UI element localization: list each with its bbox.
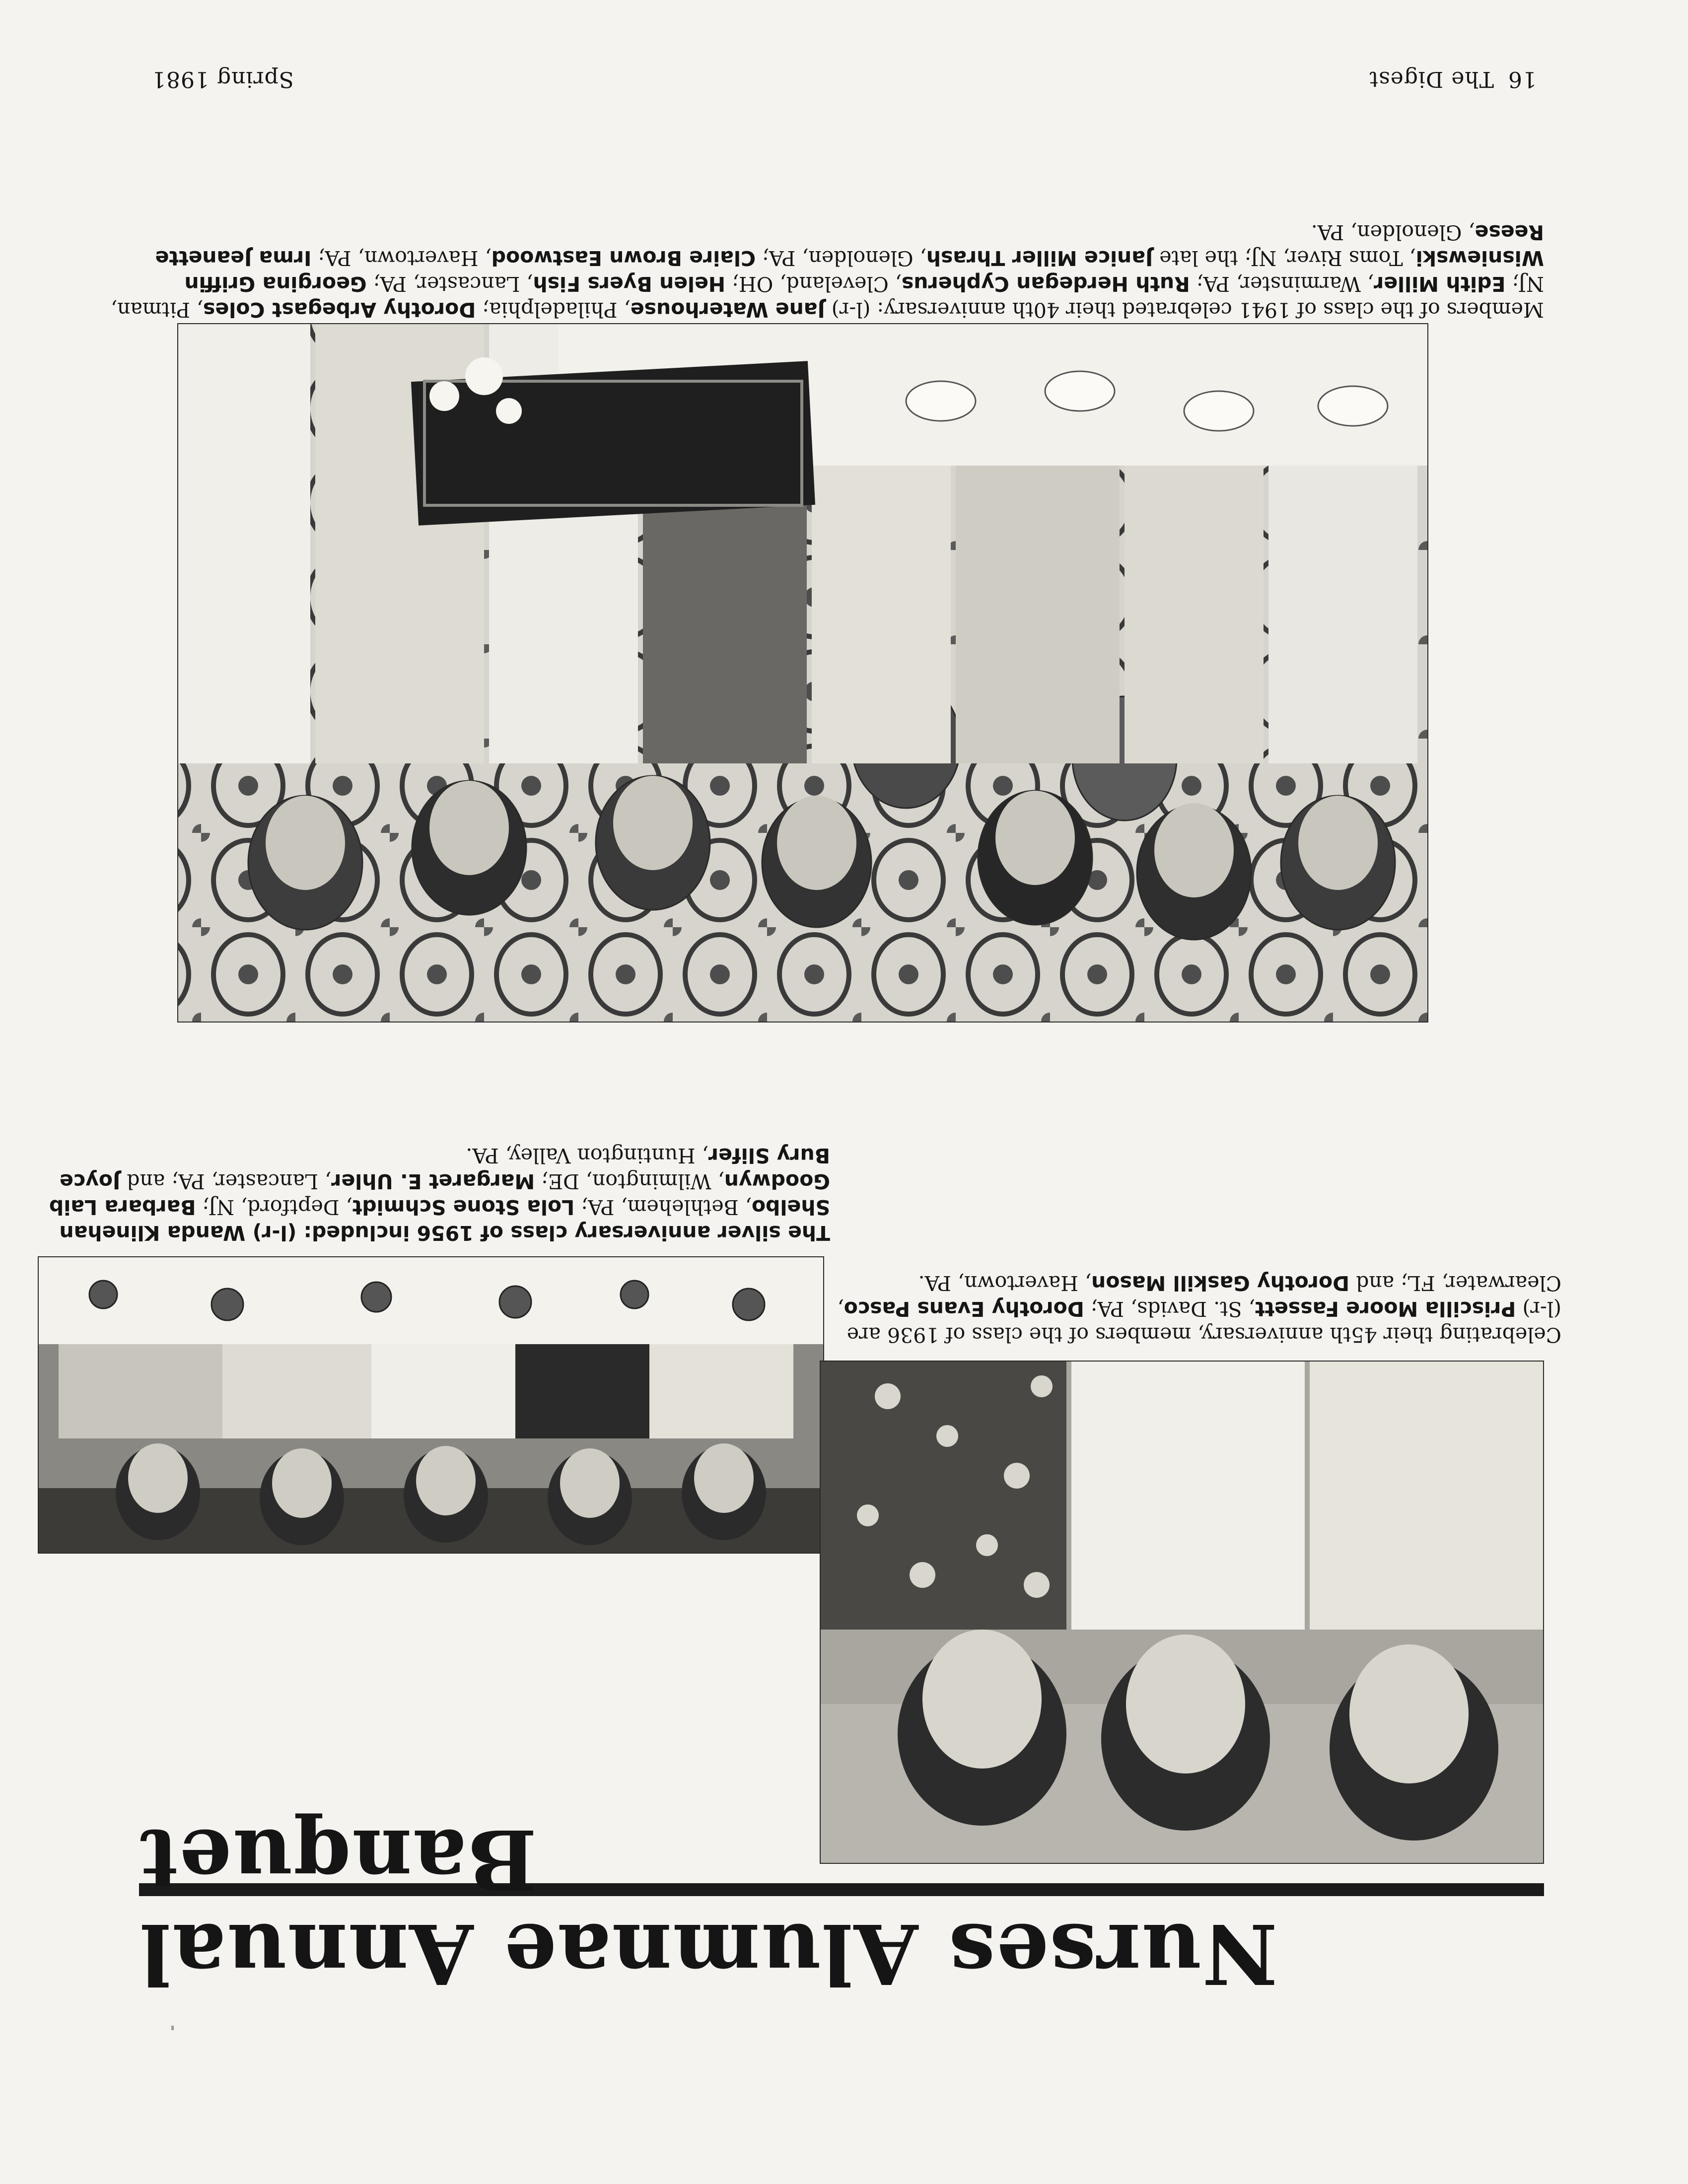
person-place: Cleveland, OH;: [725, 272, 889, 296]
person-name: Ruth Herdegan Cypherus: [901, 272, 1190, 296]
person-name: Wanda Klinehan Shelbo: [59, 1195, 830, 1245]
person-place: Deptford, NJ;: [196, 1195, 340, 1219]
person-name: Georgina Griffin Wisniewski: [184, 246, 1544, 296]
photo-caption-1936: Celebrating their 45th anniversary, members of the class of 1936 are (l-r) Priscilla Moore Fassett, St. Davids, PA; Dorothy Evans Pasco, Clearwater, FL; and Dorothy Gaskill Mason, Havertown, PA.: [837, 1271, 1561, 1347]
issue-date: Spring 1981: [151, 67, 294, 92]
person-place: Clearwater, FL; and: [1349, 1271, 1561, 1295]
scan-speck: [171, 2026, 174, 2030]
person-place: Wilmington, DE;: [535, 1169, 711, 1193]
photo-caption-1956: The silver anniversary class of 1956 included: (l-r) Wanda Klinehan Shelbo, Bethlehem, PA; Lola Stone Schmidt, Deptford, NJ; Barbara Laib Goodwyn, Wilmington, DE; Margaret E. Uhler, Lancaster, PA; and Joyce Bury Slifer, Huntington Valley, PA.: [49, 1144, 830, 1245]
person-name: Janice Miller Thrash: [926, 246, 1153, 270]
person-place: Havertown, PA;: [311, 246, 479, 270]
person-name: Irma Jeanette Reese: [155, 220, 1544, 270]
person-name: Lola Stone Schmidt: [352, 1195, 575, 1219]
banquet-photo-1941-image: [178, 324, 1427, 1022]
person-place: Bethlehem, PA;: [574, 1195, 739, 1219]
person-name: Margaret E. Uhler: [331, 1169, 535, 1193]
page-title: Nurses Alumnae Annual Banquet: [139, 1811, 1278, 2002]
person-name: Joyce Bury Slifer: [59, 1144, 830, 1193]
caption-intro: Members of the class of 1941 celebrated their 40th anniversary: (l-r): [825, 298, 1544, 322]
banquet-photo-1936-image: [821, 1362, 1543, 1863]
person-name: Jane Waterhouse: [630, 298, 825, 322]
person-name: Claire Brown Eastwood: [491, 246, 756, 270]
photo-class-1941: [177, 323, 1428, 1023]
person-place: Havertown, PA.: [918, 1271, 1078, 1295]
banquet-photo-1956-image: [39, 1257, 823, 1553]
person-place: Glenolden, PA;: [756, 246, 914, 270]
publication-name: The Digest: [1369, 67, 1494, 92]
person-place: Toms River, NJ; the late: [1153, 246, 1403, 270]
person-place: Lancaster, PA; and: [120, 1169, 319, 1193]
folio: [1369, 67, 1537, 92]
person-name: Edith Miller: [1374, 272, 1506, 296]
person-place: Pitman, NJ;: [111, 272, 1544, 322]
caption-intro-bold: The silver anniversary class of 1956 included: (l-r): [245, 1221, 830, 1245]
photo-class-1956: [38, 1256, 824, 1554]
person-place: Lancaster, PA;: [366, 272, 520, 296]
photo-caption-1941: Members of the class of 1941 celebrated their 40th anniversary: (l-r) Jane Waterhouse, Philadelphia; Dorothy Arbegast Coles, Pitman, NJ; Edith Miller, Warminster, PA; Ruth Herdegan Cypherus, Cleveland, OH; Helen Byers Fish, Lancaster, PA; Georgina Griffin Wisniewski, Toms River, NJ; the late Janice Miller Thrash, Glenolden, PA; Claire Brown Eastwood, Havertown, PA; Irma Jeanette Reese, Glenolden, PA.: [111, 220, 1544, 322]
person-name: Dorothy Gaskill Mason: [1091, 1271, 1350, 1295]
person-name: Barbara Laib Goodwyn: [49, 1169, 830, 1219]
person-name: Dorothy Arbegast Coles: [203, 298, 476, 322]
person-place: Huntington Valley, PA.: [466, 1144, 696, 1167]
photo-class-1936: [820, 1361, 1544, 1864]
person-place: Glenolden, PA.: [1311, 220, 1462, 244]
person-name: Helen Byers Fish: [533, 272, 726, 296]
person-place: St. Davids, PA;: [1084, 1297, 1242, 1321]
person-name: Priscilla Moore Fassett: [1255, 1297, 1516, 1321]
person-place: Warminster, PA;: [1190, 272, 1361, 296]
person-place: Philadelphia;: [476, 298, 618, 322]
caption-intro: Celebrating their 45th anniversary, members of the class of 1936 are (l-r): [846, 1297, 1561, 1347]
person-name: Dorothy Evans Pasco: [844, 1297, 1084, 1321]
page-number: 16: [1508, 67, 1537, 92]
